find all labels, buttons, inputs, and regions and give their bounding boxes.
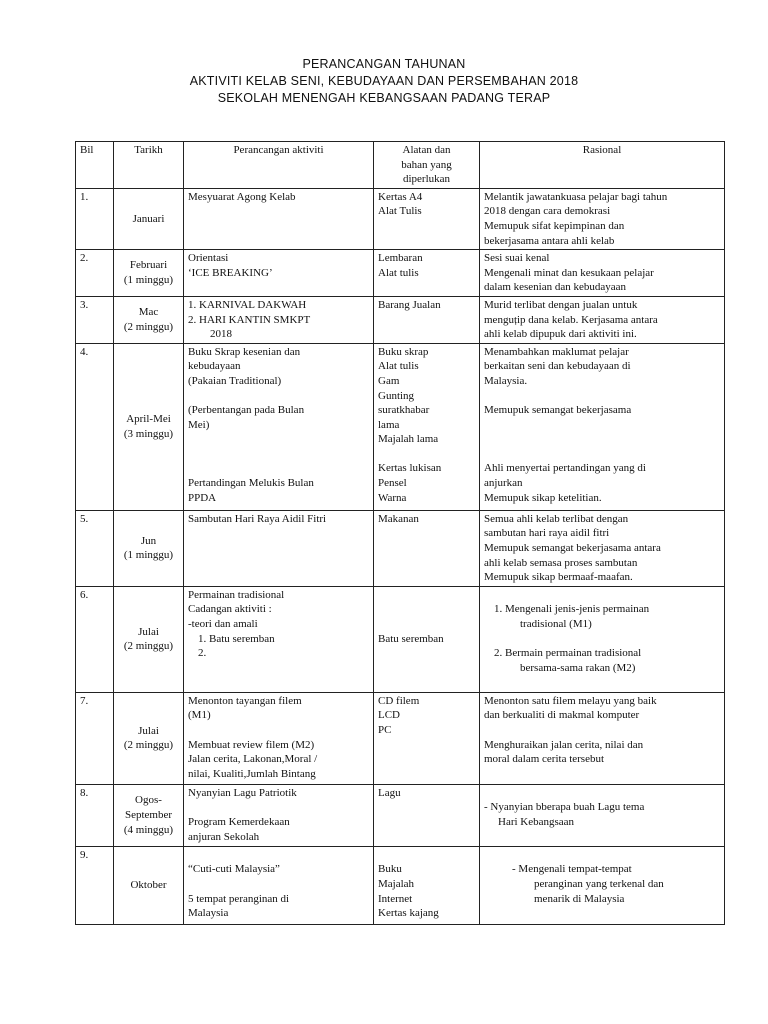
spacer bbox=[484, 389, 720, 404]
aktiviti-line: PPDA bbox=[188, 491, 217, 504]
aktiviti-line: 1. KARNIVAL DAKWAH bbox=[188, 298, 307, 311]
title-line-1: PERANCANGAN TAHUNAN bbox=[302, 57, 466, 71]
rasional-line: Memupuk sikap bermaaf-maafan. bbox=[484, 571, 633, 584]
alatan-line: Alat Tulis bbox=[378, 205, 422, 218]
rasional-line: 2. Bermain permainan tradisional bbox=[494, 647, 642, 660]
rasional-line: Hari Kebangsaan bbox=[498, 815, 575, 828]
cell-rasional bbox=[480, 250, 725, 297]
spacer bbox=[188, 848, 369, 863]
alatan-line: Buku skrap bbox=[378, 345, 429, 358]
rasional-line: Malaysia. bbox=[484, 374, 528, 387]
cell-bil: 8. bbox=[76, 784, 114, 846]
rasional-line: Memupuk sifat kepimpinan dan bbox=[484, 219, 625, 232]
spacer bbox=[378, 602, 475, 617]
cell-rasional bbox=[480, 784, 725, 846]
aktiviti-line: (Pakaian Traditional) bbox=[188, 374, 282, 387]
tarikh-line: Oktober bbox=[130, 878, 167, 891]
cell-rasional bbox=[480, 846, 725, 924]
alatan-line: Majalah lama bbox=[378, 433, 439, 446]
cell-aktiviti bbox=[184, 250, 374, 297]
aktiviti-line: (Perbentangan pada Bulan bbox=[188, 404, 305, 417]
cell-rasional bbox=[480, 510, 725, 586]
tarikh-line: Julai bbox=[138, 724, 159, 737]
cell-rasional bbox=[480, 692, 725, 784]
alatan-line: Gunting bbox=[378, 389, 415, 402]
tarikh-line: Jun bbox=[140, 534, 157, 547]
rasional-line: Memupuk semangat bekerjasama bbox=[484, 404, 632, 417]
spacer bbox=[378, 588, 475, 603]
spacer bbox=[188, 723, 369, 738]
cell-rasional bbox=[480, 188, 725, 249]
header-alatan-line: bahan yang bbox=[401, 158, 452, 171]
aktiviti-line: Jalan cerita, Lakonan,Moral / bbox=[188, 753, 318, 766]
cell-alatan bbox=[374, 784, 480, 846]
spacer bbox=[484, 432, 720, 447]
alatan-line: Lembaran bbox=[378, 252, 423, 265]
header-bil: Bil bbox=[76, 142, 114, 189]
cell-tarikh bbox=[114, 250, 184, 297]
rasional-line: dalam kesenian dan kebudayaan bbox=[484, 281, 627, 294]
tarikh-line: Ogos- bbox=[135, 794, 162, 807]
spacer bbox=[484, 418, 720, 433]
rasional-line: 2018 dengan cara demokrasi bbox=[484, 205, 611, 218]
spacer bbox=[484, 632, 720, 647]
tarikh-line: (2 minggu) bbox=[123, 640, 174, 653]
aktiviti-line: Buku Skrap kesenian dan bbox=[188, 345, 301, 358]
alatan-line: PC bbox=[378, 723, 392, 736]
rasional-line: Memupuk semangat bekerjasama antara bbox=[484, 541, 661, 554]
rasional-line: Mengenali minat dan kesukaan pelajar bbox=[484, 266, 654, 279]
rasional-line: menguțip dana kelab. Kerjasama antara bbox=[484, 313, 658, 326]
cell-aktiviti bbox=[184, 343, 374, 510]
alatan-line: Gam bbox=[378, 374, 400, 387]
cell-aktiviti bbox=[184, 296, 374, 343]
aktiviti-line: ‘ICE BREAKING’ bbox=[188, 266, 273, 279]
cell-bil: 3. bbox=[76, 296, 114, 343]
aktiviti-line: Nyanyian Lagu Patriotik bbox=[188, 786, 297, 799]
cell-rasional bbox=[480, 343, 725, 510]
title-line-2: AKTIVITI KELAB SENI, KEBUDAYAAN DAN PERSEMBAHAN 2018 bbox=[189, 74, 579, 88]
aktiviti-line: Mei) bbox=[188, 418, 210, 431]
header-alatan-line: Alatan dan bbox=[402, 144, 451, 156]
aktiviti-line: Sambutan Hari Raya Aidil Fitri bbox=[188, 512, 327, 525]
rasional-line: menarik di Malaysia bbox=[534, 892, 625, 905]
header-tarikh: Tarikh bbox=[114, 142, 184, 189]
header-aktiviti: Perancangan aktiviti bbox=[184, 142, 374, 189]
aktiviti-line: Pertandingan Melukis Bulan bbox=[188, 477, 314, 490]
rasional-line: bersama-sama rakan (M2) bbox=[520, 661, 636, 674]
document-title-block bbox=[0, 56, 768, 107]
spacer bbox=[484, 786, 720, 801]
cell-tarikh bbox=[114, 510, 184, 586]
rasional-line: tradisional (M1) bbox=[520, 617, 592, 630]
table-row bbox=[76, 188, 725, 249]
alatan-line: Alat tulis bbox=[378, 266, 419, 279]
title-line-3: SEKOLAH MENENGAH KEBANGSAAN PADANG TERAP bbox=[217, 91, 551, 105]
tarikh-line: April-Mei bbox=[126, 413, 171, 426]
alatan-line: Kertas kajang bbox=[378, 907, 439, 920]
cell-alatan bbox=[374, 296, 480, 343]
alatan-line: CD filem bbox=[378, 694, 420, 707]
alatan-line: Pensel bbox=[378, 477, 407, 490]
alatan-line: Kertas lukisan bbox=[378, 462, 442, 475]
cell-alatan bbox=[374, 846, 480, 924]
cell-bil: 2. bbox=[76, 250, 114, 297]
rasional-line: ahli kelab dipupuk dari aktiviti ini. bbox=[484, 328, 637, 341]
table-row bbox=[76, 784, 725, 846]
tarikh-line: (1 minggu) bbox=[123, 549, 174, 562]
alatan-line: Buku bbox=[378, 863, 402, 876]
aktiviti-line: -teori dan amali bbox=[188, 617, 258, 630]
rasional-line: Sesi suai kenal bbox=[484, 252, 550, 265]
spacer bbox=[484, 848, 720, 863]
cell-bil: 7. bbox=[76, 692, 114, 784]
aktiviti-line: 5 tempat peranginan di bbox=[188, 892, 290, 905]
spacer bbox=[484, 723, 720, 738]
aktiviti-line: “Cuti-cuti Malaysia” bbox=[188, 863, 280, 876]
cell-tarikh bbox=[114, 784, 184, 846]
rasional-line: Menghuraikan jalan cerita, nilai dan bbox=[484, 738, 644, 751]
cell-alatan bbox=[374, 586, 480, 692]
spacer bbox=[378, 617, 475, 632]
header-rasional: Rasional bbox=[480, 142, 725, 189]
tarikh-line: (3 minggu) bbox=[123, 427, 174, 440]
aktiviti-line: 1. Batu seremban bbox=[198, 632, 275, 645]
cell-aktiviti bbox=[184, 784, 374, 846]
alatan-line: Alat tulis bbox=[378, 360, 419, 373]
table-row bbox=[76, 343, 725, 510]
tarikh-line: Februari bbox=[129, 259, 168, 272]
spacer bbox=[484, 447, 720, 462]
rasional-line: peranginan yang terkenal dan bbox=[534, 877, 664, 890]
spacer bbox=[188, 800, 369, 815]
spacer bbox=[188, 389, 369, 404]
spacer bbox=[378, 848, 475, 863]
rasional-line: Murid terlibat dengan jualan untuk bbox=[484, 298, 638, 311]
alatan-line: LCD bbox=[378, 709, 400, 722]
rasional-line: 1. Mengenali jenis-jenis permainan bbox=[494, 603, 650, 616]
rasional-line: - Nyanyian bberapa buah Lagu tema bbox=[484, 801, 645, 814]
cell-tarikh bbox=[114, 188, 184, 249]
aktiviti-line: Mesyuarat Agong Kelab bbox=[188, 190, 296, 203]
aktiviti-line: Membuat review filem (M2) bbox=[188, 738, 315, 751]
rasional-line: Ahli menyertai pertandingan yang di bbox=[484, 462, 646, 475]
aktiviti-line: 2. bbox=[198, 647, 207, 660]
rasional-line: Memupuk sikap ketelitian. bbox=[484, 491, 602, 504]
cell-alatan bbox=[374, 510, 480, 586]
rasional-line: Menambahkan maklumat pelajar bbox=[484, 345, 629, 358]
rasional-line: berkaitan seni dan kebudayaan di bbox=[484, 360, 631, 373]
table-row bbox=[76, 846, 725, 924]
table-row bbox=[76, 296, 725, 343]
rasional-line: bekerjasama antara ahli kelab bbox=[484, 234, 615, 247]
table-row bbox=[76, 692, 725, 784]
aktiviti-line: Cadangan aktiviti : bbox=[188, 603, 272, 616]
aktiviti-line: Menonton tayangan filem bbox=[188, 694, 302, 707]
aktiviti-line: 2018 bbox=[210, 328, 232, 341]
table-row bbox=[76, 510, 725, 586]
aktiviti-line: nilai, Kualiti,Jumlah Bintang bbox=[188, 767, 316, 780]
aktiviti-line: Malaysia bbox=[188, 907, 229, 920]
rasional-line: moral dalam cerita tersebut bbox=[484, 753, 605, 766]
aktiviti-line: kebudayaan bbox=[188, 360, 241, 373]
alatan-line: Makanan bbox=[378, 512, 419, 525]
tarikh-line: (1 minggu) bbox=[123, 274, 174, 287]
cell-bil: 5. bbox=[76, 510, 114, 586]
cell-tarikh bbox=[114, 692, 184, 784]
cell-bil: 9. bbox=[76, 846, 114, 924]
alatan-line: Batu seremban bbox=[378, 632, 444, 645]
cell-bil: 4. bbox=[76, 343, 114, 510]
table-header-row bbox=[76, 142, 725, 189]
cell-tarikh bbox=[114, 296, 184, 343]
tarikh-line: September bbox=[124, 808, 173, 821]
cell-tarikh bbox=[114, 343, 184, 510]
table-row bbox=[76, 586, 725, 692]
alatan-line: suratkhabar bbox=[378, 404, 430, 417]
tarikh-line: (2 minggu) bbox=[123, 739, 174, 752]
aktiviti-line: (M1) bbox=[188, 709, 211, 722]
cell-bil: 1. bbox=[76, 188, 114, 249]
cell-tarikh bbox=[114, 586, 184, 692]
tarikh-line: (2 minggu) bbox=[123, 320, 174, 333]
cell-alatan bbox=[374, 343, 480, 510]
alatan-line: lama bbox=[378, 418, 400, 431]
cell-alatan bbox=[374, 250, 480, 297]
cell-rasional bbox=[480, 296, 725, 343]
aktiviti-line: Permainan tradisional bbox=[188, 588, 285, 601]
spacer bbox=[188, 877, 369, 892]
spacer bbox=[484, 588, 720, 603]
header-alatan-line: diperlukan bbox=[402, 173, 451, 186]
alatan-line: Kertas A4 bbox=[378, 190, 423, 203]
alatan-line: Internet bbox=[378, 892, 413, 905]
alatan-line: Majalah bbox=[378, 877, 415, 890]
rasional-line: ahli kelab semasa proses sambutan bbox=[484, 556, 638, 569]
cell-aktiviti bbox=[184, 510, 374, 586]
spacer bbox=[378, 447, 475, 462]
aktiviti-line: Orientasi bbox=[188, 252, 229, 265]
spacer bbox=[188, 447, 369, 462]
aktiviti-line: anjuran Sekolah bbox=[188, 830, 260, 843]
cell-tarikh bbox=[114, 846, 184, 924]
rasional-line: Semua ahli kelab terlibat dengan bbox=[484, 512, 629, 525]
cell-aktiviti bbox=[184, 692, 374, 784]
cell-aktiviti bbox=[184, 188, 374, 249]
rasional-line: sambutan hari raya aidil fitri bbox=[484, 527, 610, 540]
alatan-line: Lagu bbox=[378, 786, 401, 799]
rasional-line: anjurkan bbox=[484, 477, 523, 490]
cell-aktiviti bbox=[184, 586, 374, 692]
alatan-line: Warna bbox=[378, 491, 407, 504]
rasional-line: dan berkualiti di makmal komputer bbox=[484, 709, 640, 722]
rasional-line: - Mengenali tempat-tempat bbox=[512, 863, 632, 876]
aktiviti-line: 2. HARI KANTIN SMKPT bbox=[188, 313, 311, 326]
cell-alatan bbox=[374, 692, 480, 784]
annual-plan-table bbox=[75, 141, 725, 925]
tarikh-line: Januari bbox=[132, 212, 165, 225]
tarikh-line: Mac bbox=[138, 306, 159, 319]
alatan-line: Barang Jualan bbox=[378, 298, 441, 311]
cell-aktiviti bbox=[184, 846, 374, 924]
rasional-line: Menonton satu filem melayu yang baik bbox=[484, 694, 657, 707]
spacer bbox=[188, 461, 369, 476]
rasional-line: Melantik jawatankuasa pelajar bagi tahun bbox=[484, 190, 668, 203]
cell-alatan bbox=[374, 188, 480, 249]
table-row bbox=[76, 250, 725, 297]
tarikh-line: (4 minggu) bbox=[123, 823, 174, 836]
cell-bil: 6. bbox=[76, 586, 114, 692]
spacer bbox=[188, 432, 369, 447]
tarikh-line: Julai bbox=[138, 625, 159, 638]
cell-rasional bbox=[480, 586, 725, 692]
header-alatan bbox=[374, 142, 480, 189]
aktiviti-line: Program Kemerdekaan bbox=[188, 815, 290, 828]
